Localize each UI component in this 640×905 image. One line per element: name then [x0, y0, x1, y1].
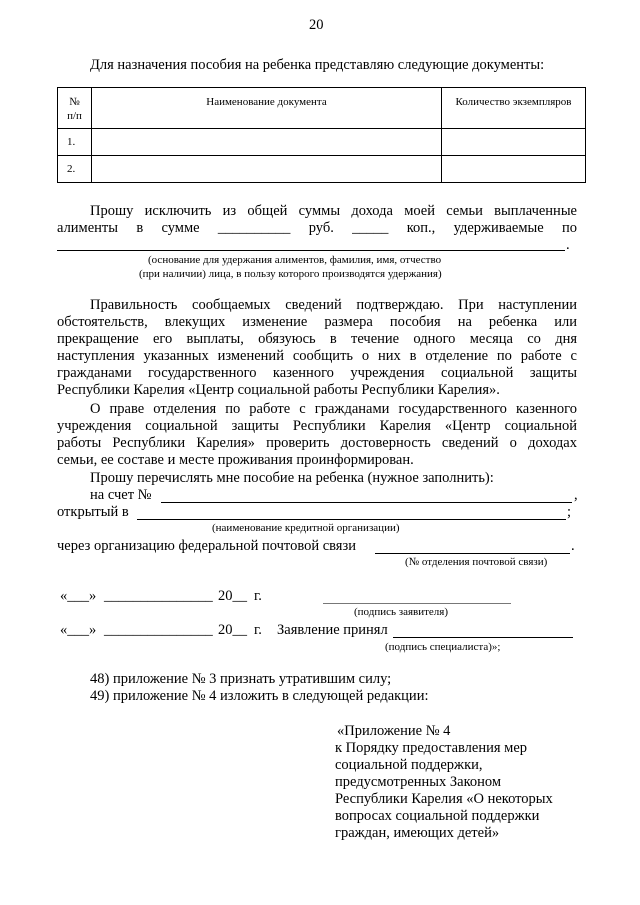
applicant-caption: (подпись заявителя)	[354, 606, 449, 618]
alimony-amount-kop-blank[interactable]: _____	[352, 220, 389, 236]
alimony-word: удерживаемые	[453, 220, 544, 236]
row-name-cell[interactable]	[92, 129, 442, 156]
payment-request: Прошу перечислять мне пособие на ребенка (нужное заполнить):	[90, 470, 494, 486]
confirm-line: прекращение его выплаты, обязуюсь в течение одного месяца со дня	[57, 331, 577, 347]
appendix-line: социальной поддержки,	[335, 757, 483, 773]
date-1-day[interactable]: «___»	[60, 588, 97, 604]
header-num: № п/п	[58, 88, 92, 129]
postal-caption: (№ отделения почтовой связи)	[405, 556, 548, 568]
informed-line: учреждения социальной защиты Республики Карелия «Центр социальной	[57, 418, 577, 434]
opened-end: ;	[567, 504, 572, 520]
date-1-month[interactable]: _______________	[104, 588, 213, 604]
alimony-word: по	[561, 220, 577, 236]
opened-label: открытый в	[57, 504, 129, 520]
header-name: Наименование документа	[92, 88, 442, 129]
postal-office-field[interactable]	[375, 553, 570, 554]
alimony-word: алименты	[57, 220, 119, 236]
postal-label: через организацию федеральной почтовой связи	[57, 538, 356, 554]
date-2-year[interactable]: 20__	[218, 622, 247, 638]
appendix-line: к Порядку предоставления мер	[335, 740, 528, 756]
specialist-caption: (подпись специалиста)»;	[385, 641, 501, 653]
table-row	[58, 156, 586, 183]
account-end: ,	[574, 487, 578, 503]
appendix-line: Республики Карелия «О некоторых	[335, 791, 553, 807]
account-number-field[interactable]	[161, 502, 572, 503]
postal-end: .	[571, 538, 575, 554]
row-count-cell[interactable]	[442, 156, 586, 183]
alimony-word: руб.	[308, 220, 334, 236]
alimony-word: сумме	[161, 220, 200, 236]
appendix-line: «Приложение № 4	[337, 723, 451, 739]
date-1-year[interactable]: 20__	[218, 588, 247, 604]
table-row	[58, 129, 586, 156]
applicant-signature-field[interactable]	[323, 603, 511, 604]
confirm-line: наступления указанных изменений сообщить о них в отделение по работе с	[57, 348, 577, 364]
appendix-line: вопросах социальной поддержки	[335, 808, 540, 824]
date-2-day[interactable]: «___»	[60, 622, 97, 638]
row-name-cell[interactable]	[92, 156, 442, 183]
row-num: 1.	[58, 129, 92, 156]
alimony-line-2	[57, 220, 577, 237]
amendment-49: 49) приложение № 4 изложить в следующей редакции:	[90, 688, 429, 704]
alimony-line-3-end: .	[566, 237, 570, 253]
date-2-month[interactable]: _______________	[104, 622, 213, 638]
header-count: Количество экземпляров	[442, 88, 586, 129]
alimony-caption-2: (при наличии) лица, в пользу которого производятся удержания)	[139, 268, 442, 280]
row-num: 2.	[58, 156, 92, 183]
documents-table	[57, 87, 586, 183]
confirm-line: гражданами государственного казенного учреждения социальной защиты	[57, 365, 577, 381]
informed-line: работы Республики Карелия» проверить достоверность сведений о доходах	[57, 435, 577, 451]
appendix-line: предусмотренных Законом	[335, 774, 502, 790]
page-number: 20	[309, 17, 324, 33]
confirm-line: Правильность сообщаемых сведений подтверждаю. При наступлении	[90, 297, 577, 313]
bank-name-field[interactable]	[137, 519, 566, 520]
accepted-label: Заявление принял	[277, 622, 388, 638]
alimony-caption-1: (основание для удержания алиментов, фамилия, имя, отчество	[148, 254, 442, 266]
confirm-line: обстоятельств, влекущих изменение размера пособия на ребенка или	[57, 314, 577, 330]
alimony-word: в	[136, 220, 144, 236]
bank-caption: (наименование кредитной организации)	[212, 522, 400, 534]
confirm-last-line: Республики Карелия «Центр социальной работы Республики Карелия».	[57, 382, 500, 398]
alimony-line-1: Прошу исключить из общей суммы дохода моей семьи выплаченные	[90, 203, 577, 219]
amendment-48: 48) приложение № 3 признать утратившим силу;	[90, 671, 392, 687]
alimony-amount-rub-blank[interactable]: __________	[217, 220, 291, 236]
intro-text: Для назначения пособия на ребенка представляю следующие документы:	[90, 57, 545, 73]
informed-last-line: семьи, ее составе и месте проживания проинформирован.	[57, 452, 414, 468]
alimony-basis-field[interactable]	[57, 250, 565, 251]
informed-line: О праве отделения по работе с гражданами государственного казенного	[90, 401, 577, 417]
specialist-signature-field[interactable]	[393, 637, 573, 638]
appendix-line: граждан, имеющих детей»	[335, 825, 500, 841]
alimony-word: коп.,	[406, 220, 436, 236]
account-label: на счет №	[90, 487, 152, 503]
row-count-cell[interactable]	[442, 129, 586, 156]
date-2-g: г.	[254, 622, 262, 638]
table-header-row	[58, 88, 586, 129]
date-1-g: г.	[254, 588, 262, 604]
